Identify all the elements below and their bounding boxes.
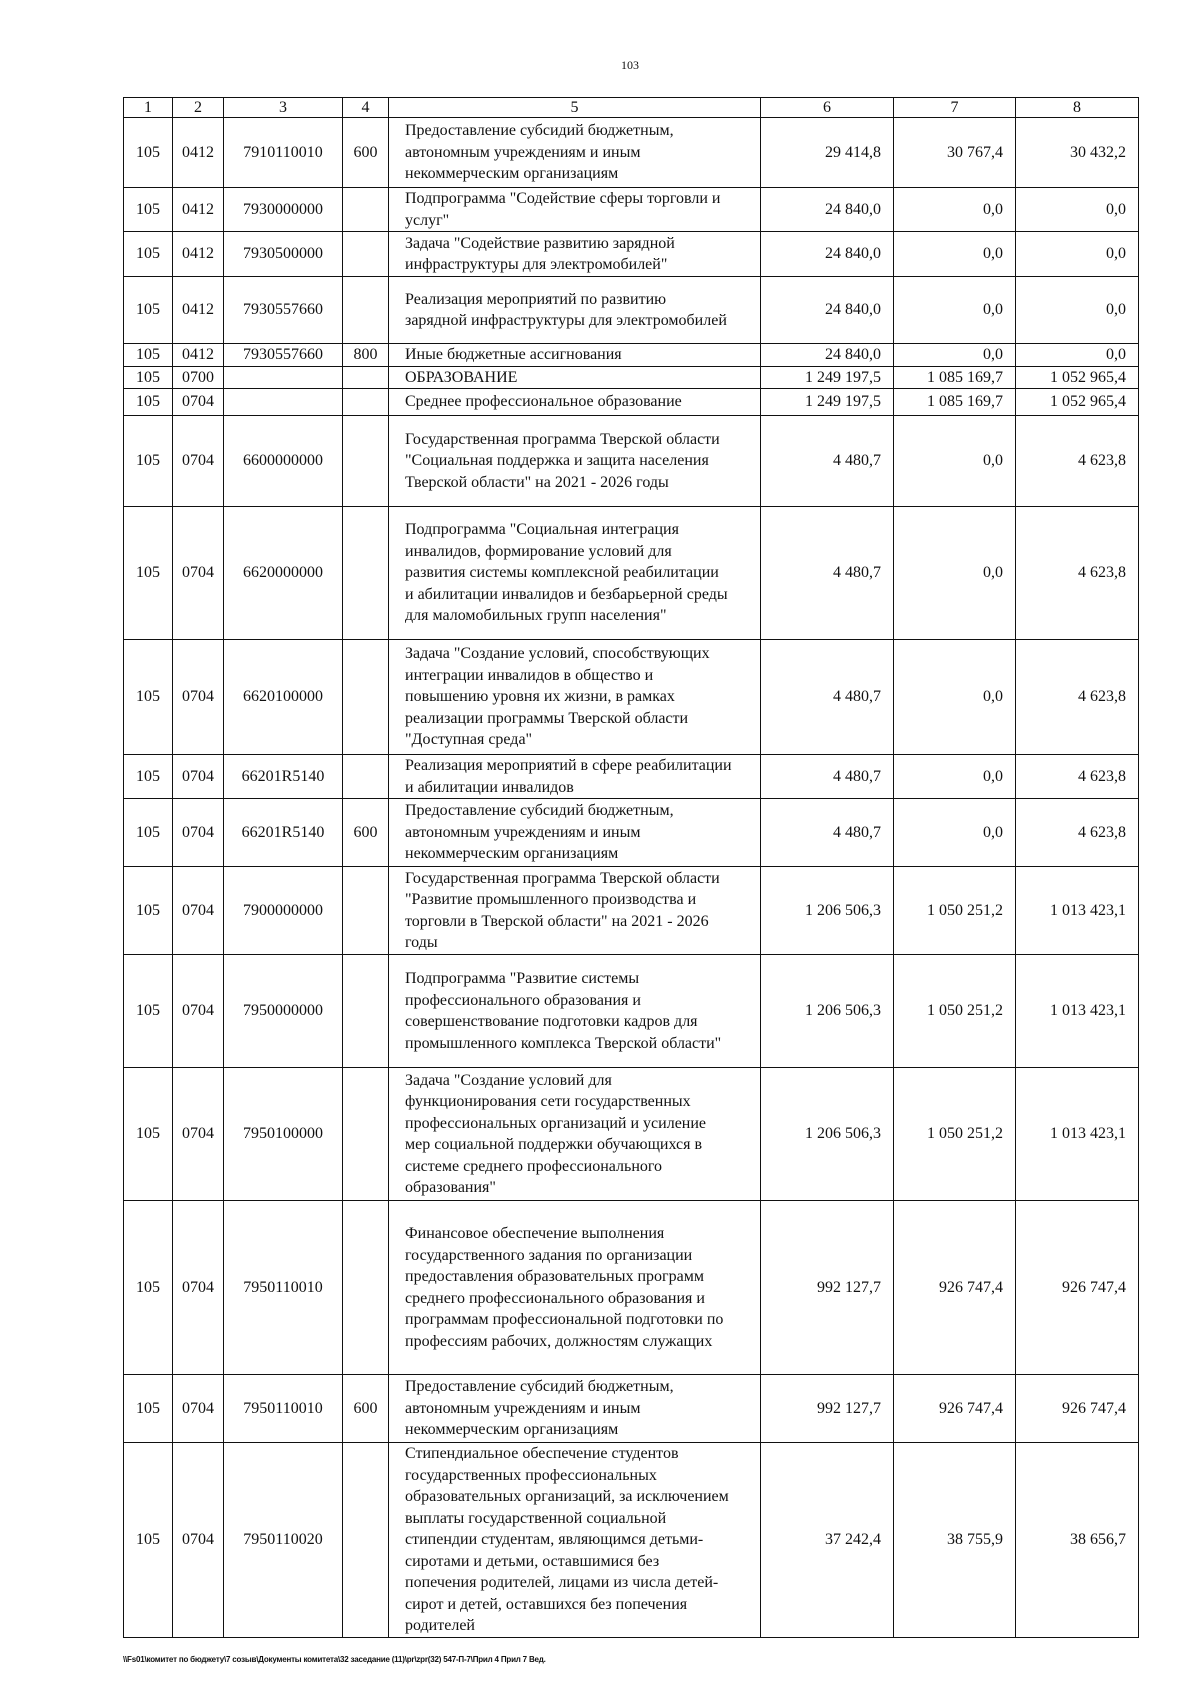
expense-type-cell: [343, 389, 389, 416]
amount-col-6-cell: 992 127,7: [761, 1201, 894, 1375]
table-row: [124, 277, 1139, 344]
ministry-code-cell: 105: [124, 344, 173, 367]
ministry-code-cell: 105: [124, 1201, 173, 1375]
amount-col-7-cell: 1 085 169,7: [894, 366, 1016, 389]
section-code-cell: 0704: [173, 1443, 224, 1638]
section-code-cell: 0704: [173, 955, 224, 1068]
expense-type-cell: [343, 1443, 389, 1638]
target-article-cell: 7950110020: [224, 1443, 343, 1638]
amount-col-8-cell: 0,0: [1016, 344, 1139, 367]
section-code-cell: 0704: [173, 389, 224, 416]
table-row: [124, 867, 1139, 955]
table-row: [124, 1375, 1139, 1443]
amount-col-6-cell: 4 480,7: [761, 755, 894, 799]
description-cell: Задача "Содействие развитию зарядной инфраструктуры для электромобилей": [389, 232, 761, 277]
expense-type-cell: 800: [343, 344, 389, 367]
table-row: [124, 188, 1139, 232]
header-col-2: 2: [173, 98, 224, 118]
expense-type-cell: [343, 416, 389, 507]
amount-col-8-cell: 38 656,7: [1016, 1443, 1139, 1638]
header-col-7: 7: [894, 98, 1016, 118]
ministry-code-cell: 105: [124, 507, 173, 640]
section-code-cell: 0704: [173, 1375, 224, 1443]
target-article-cell: 6620100000: [224, 640, 343, 755]
expense-type-cell: [343, 507, 389, 640]
amount-col-7-cell: 0,0: [894, 416, 1016, 507]
expense-type-cell: 600: [343, 799, 389, 867]
table-row: [124, 1443, 1139, 1638]
amount-col-8-cell: 30 432,2: [1016, 118, 1139, 188]
amount-col-8-cell: 4 623,8: [1016, 755, 1139, 799]
table-row: [124, 799, 1139, 867]
section-code-cell: 0704: [173, 1201, 224, 1375]
header-col-6: 6: [761, 98, 894, 118]
table-row: [124, 755, 1139, 799]
amount-col-8-cell: 1 013 423,1: [1016, 867, 1139, 955]
amount-col-6-cell: 1 206 506,3: [761, 955, 894, 1068]
amount-col-6-cell: 4 480,7: [761, 640, 894, 755]
target-article-cell: 6600000000: [224, 416, 343, 507]
amount-col-7-cell: 0,0: [894, 755, 1016, 799]
target-article-cell: [224, 389, 343, 416]
ministry-code-cell: 105: [124, 867, 173, 955]
section-code-cell: 0412: [173, 188, 224, 232]
expense-type-cell: [343, 640, 389, 755]
description-cell: Подпрограмма "Социальная интеграция инвалидов, формирование условий для развития системы комплексной реабилитации и абилитации инвалидов и безбарьерной среды для маломобильных групп населения": [389, 507, 761, 640]
ministry-code-cell: 105: [124, 1068, 173, 1201]
header-col-3: 3: [224, 98, 343, 118]
amount-col-6-cell: 4 480,7: [761, 416, 894, 507]
section-code-cell: 0704: [173, 416, 224, 507]
amount-col-8-cell: 4 623,8: [1016, 507, 1139, 640]
ministry-code-cell: 105: [124, 416, 173, 507]
amount-col-7-cell: 38 755,9: [894, 1443, 1016, 1638]
amount-col-7-cell: 0,0: [894, 188, 1016, 232]
amount-col-6-cell: 24 840,0: [761, 232, 894, 277]
amount-col-6-cell: 4 480,7: [761, 799, 894, 867]
amount-col-8-cell: 926 747,4: [1016, 1375, 1139, 1443]
amount-col-7-cell: 1 050 251,2: [894, 1068, 1016, 1201]
table-row: [124, 640, 1139, 755]
amount-col-8-cell: 1 013 423,1: [1016, 955, 1139, 1068]
table-row: [124, 344, 1139, 367]
target-article-cell: 7900000000: [224, 867, 343, 955]
target-article-cell: 66201R5140: [224, 755, 343, 799]
expense-type-cell: [343, 1068, 389, 1201]
amount-col-8-cell: 926 747,4: [1016, 1201, 1139, 1375]
amount-col-8-cell: 0,0: [1016, 277, 1139, 344]
description-cell: Задача "Создание условий для функционирования сети государственных профессиональных организаций и усиление мер социальной поддержки обучающихся в системе среднего профессионального образования": [389, 1068, 761, 1201]
table-row: [124, 1068, 1139, 1201]
description-cell: Стипендиальное обеспечение студентов государственных профессиональных образовательных организаций, за исключением выплаты государственной социальной стипендии студентам, являющимся детьми- сиротами и детьми, оставшимися без попечения родителей, лицами из числа детей- сирот и детей, оставшихся без попечения родителей: [389, 1443, 761, 1638]
amount-col-7-cell: 0,0: [894, 344, 1016, 367]
ministry-code-cell: 105: [124, 955, 173, 1068]
expense-type-cell: [343, 1201, 389, 1375]
budget-table: [123, 97, 1139, 1638]
amount-col-7-cell: 0,0: [894, 232, 1016, 277]
description-cell: Среднее профессиональное образование: [389, 389, 761, 416]
description-cell: Подпрограмма "Развитие системы профессионального образования и совершенствование подготовки кадров для промышленного комплекса Тверской области": [389, 955, 761, 1068]
amount-col-6-cell: 1 249 197,5: [761, 366, 894, 389]
section-code-cell: 0704: [173, 867, 224, 955]
target-article-cell: 7930557660: [224, 277, 343, 344]
amount-col-7-cell: 1 050 251,2: [894, 867, 1016, 955]
description-cell: Государственная программа Тверской области "Развитие промышленного производства и торговли в Тверской области" на 2021 - 2026 годы: [389, 867, 761, 955]
amount-col-7-cell: 0,0: [894, 799, 1016, 867]
header-col-8: 8: [1016, 98, 1139, 118]
amount-col-6-cell: 29 414,8: [761, 118, 894, 188]
amount-col-7-cell: 926 747,4: [894, 1201, 1016, 1375]
table-row: [124, 118, 1139, 188]
amount-col-6-cell: 992 127,7: [761, 1375, 894, 1443]
table-row: [124, 389, 1139, 416]
expense-type-cell: 600: [343, 118, 389, 188]
description-cell: Финансовое обеспечение выполнения государственного задания по организации предоставления образовательных программ среднего профессионального образования и программам профессиональной подготовки по профессиям рабочих, должностям служащих: [389, 1201, 761, 1375]
expense-type-cell: [343, 188, 389, 232]
amount-col-8-cell: 1 052 965,4: [1016, 389, 1139, 416]
amount-col-8-cell: 0,0: [1016, 188, 1139, 232]
section-code-cell: 0412: [173, 277, 224, 344]
table-row: [124, 955, 1139, 1068]
description-cell: Иные бюджетные ассигнования: [389, 344, 761, 367]
header-row: [124, 98, 1139, 118]
amount-col-7-cell: 926 747,4: [894, 1375, 1016, 1443]
section-code-cell: 0412: [173, 232, 224, 277]
amount-col-6-cell: 1 249 197,5: [761, 389, 894, 416]
description-cell: ОБРАЗОВАНИЕ: [389, 366, 761, 389]
table-row: [124, 366, 1139, 389]
ministry-code-cell: 105: [124, 1443, 173, 1638]
header-col-4: 4: [343, 98, 389, 118]
ministry-code-cell: 105: [124, 1375, 173, 1443]
ministry-code-cell: 105: [124, 232, 173, 277]
expense-type-cell: [343, 867, 389, 955]
expense-type-cell: [343, 232, 389, 277]
target-article-cell: 7950000000: [224, 955, 343, 1068]
amount-col-7-cell: 0,0: [894, 277, 1016, 344]
amount-col-7-cell: 30 767,4: [894, 118, 1016, 188]
page-number: 103: [621, 58, 639, 72]
amount-col-6-cell: 4 480,7: [761, 507, 894, 640]
table-row: [124, 507, 1139, 640]
description-cell: Реализация мероприятий в сфере реабилитации и абилитации инвалидов: [389, 755, 761, 799]
ministry-code-cell: 105: [124, 366, 173, 389]
section-code-cell: 0704: [173, 755, 224, 799]
target-article-cell: 7930500000: [224, 232, 343, 277]
expense-type-cell: [343, 755, 389, 799]
description-cell: Подпрограмма "Содействие сферы торговли и услуг": [389, 188, 761, 232]
target-article-cell: 7910110010: [224, 118, 343, 188]
file-path-footer: \\Fs01\комитет по бюджету\7 созыв\Документы комитета\32 заседание (11)\pr\zpr(32) 547-П-7\Прил 4 Прил 7 Вед.: [123, 1655, 546, 1664]
section-code-cell: 0704: [173, 799, 224, 867]
target-article-cell: 7930000000: [224, 188, 343, 232]
amount-col-8-cell: 1 013 423,1: [1016, 1068, 1139, 1201]
section-code-cell: 0412: [173, 344, 224, 367]
amount-col-8-cell: 1 052 965,4: [1016, 366, 1139, 389]
target-article-cell: 7950110010: [224, 1201, 343, 1375]
target-article-cell: 7930557660: [224, 344, 343, 367]
description-cell: Реализация мероприятий по развитию зарядной инфраструктуры для электромобилей: [389, 277, 761, 344]
amount-col-6-cell: 37 242,4: [761, 1443, 894, 1638]
target-article-cell: 66201R5140: [224, 799, 343, 867]
section-code-cell: 0412: [173, 118, 224, 188]
description-cell: Задача "Создание условий, способствующих интеграции инвалидов в общество и повышению уровня их жизни, в рамках реализации программы Тверской области "Доступная среда": [389, 640, 761, 755]
ministry-code-cell: 105: [124, 799, 173, 867]
amount-col-8-cell: 4 623,8: [1016, 799, 1139, 867]
description-cell: Предоставление субсидий бюджетным, автономным учреждениям и иным некоммерческим организациям: [389, 1375, 761, 1443]
target-article-cell: [224, 366, 343, 389]
target-article-cell: 6620000000: [224, 507, 343, 640]
amount-col-6-cell: 1 206 506,3: [761, 1068, 894, 1201]
amount-col-6-cell: 24 840,0: [761, 344, 894, 367]
amount-col-6-cell: 24 840,0: [761, 188, 894, 232]
ministry-code-cell: 105: [124, 277, 173, 344]
expense-type-cell: 600: [343, 1375, 389, 1443]
target-article-cell: 7950100000: [224, 1068, 343, 1201]
ministry-code-cell: 105: [124, 389, 173, 416]
description-cell: Предоставление субсидий бюджетным, автономным учреждениям и иным некоммерческим организациям: [389, 799, 761, 867]
amount-col-8-cell: 0,0: [1016, 232, 1139, 277]
section-code-cell: 0704: [173, 640, 224, 755]
section-code-cell: 0704: [173, 507, 224, 640]
section-code-cell: 0704: [173, 1068, 224, 1201]
amount-col-8-cell: 4 623,8: [1016, 640, 1139, 755]
ministry-code-cell: 105: [124, 188, 173, 232]
ministry-code-cell: 105: [124, 640, 173, 755]
expense-type-cell: [343, 955, 389, 1068]
description-cell: Предоставление субсидий бюджетным, автономным учреждениям и иным некоммерческим организациям: [389, 118, 761, 188]
expense-type-cell: [343, 277, 389, 344]
target-article-cell: 7950110010: [224, 1375, 343, 1443]
header-col-1: 1: [124, 98, 173, 118]
table-body: [124, 118, 1139, 1638]
table-row: [124, 232, 1139, 277]
amount-col-7-cell: 0,0: [894, 507, 1016, 640]
ministry-code-cell: 105: [124, 118, 173, 188]
description-cell: Государственная программа Тверской области "Социальная поддержка и защита населения Тверской области" на 2021 - 2026 годы: [389, 416, 761, 507]
header-col-5: 5: [389, 98, 761, 118]
amount-col-6-cell: 24 840,0: [761, 277, 894, 344]
table-row: [124, 416, 1139, 507]
amount-col-7-cell: 1 050 251,2: [894, 955, 1016, 1068]
amount-col-6-cell: 1 206 506,3: [761, 867, 894, 955]
section-code-cell: 0700: [173, 366, 224, 389]
amount-col-7-cell: 1 085 169,7: [894, 389, 1016, 416]
amount-col-8-cell: 4 623,8: [1016, 416, 1139, 507]
expense-type-cell: [343, 366, 389, 389]
table-row: [124, 1201, 1139, 1375]
ministry-code-cell: 105: [124, 755, 173, 799]
amount-col-7-cell: 0,0: [894, 640, 1016, 755]
